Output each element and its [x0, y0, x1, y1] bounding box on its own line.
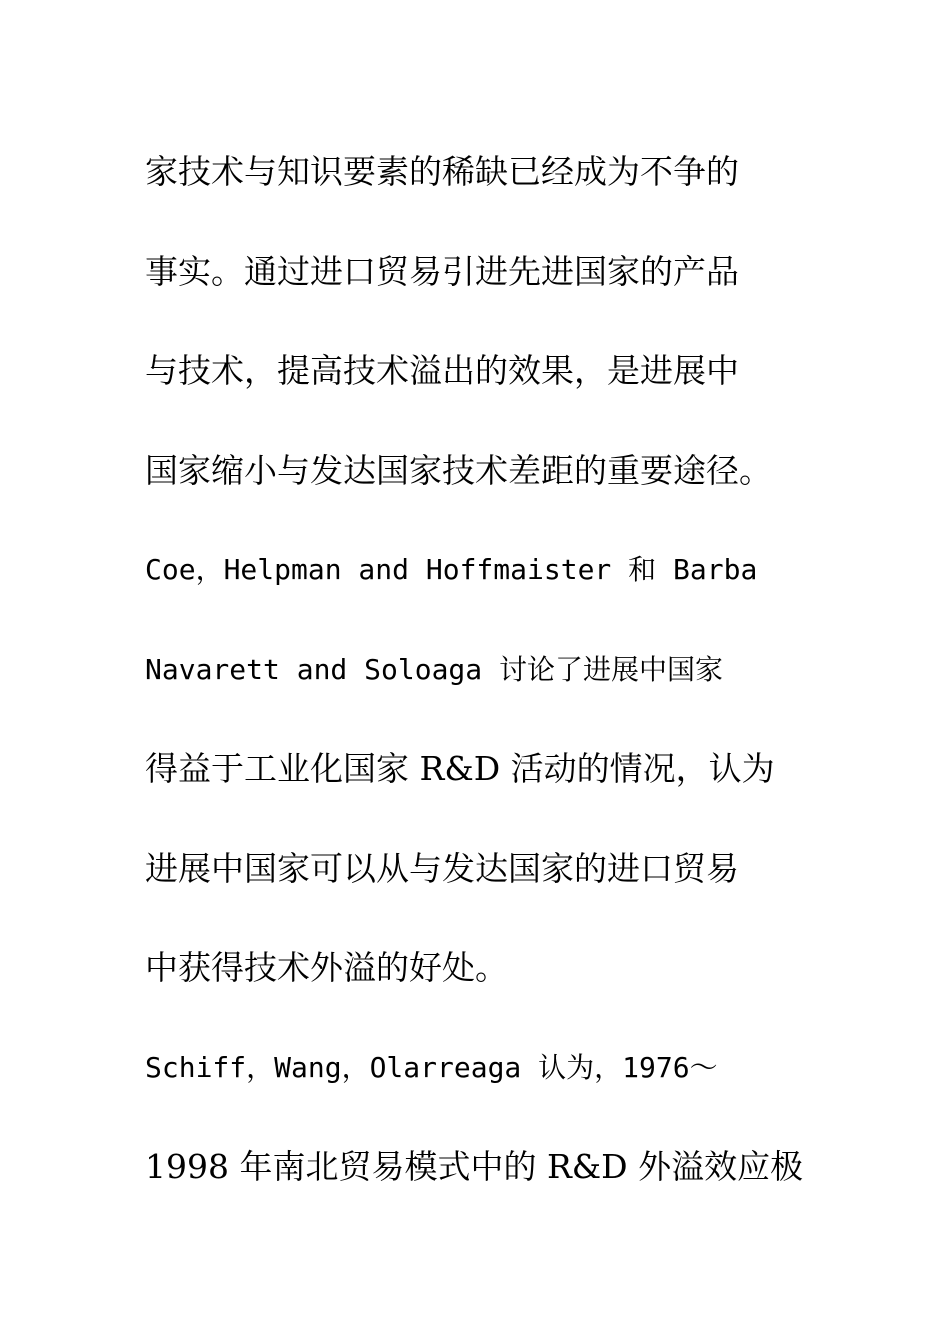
text-line-2: 事实。通过进口贸易引进先进国家的产品	[145, 251, 739, 291]
text-line-6: Navarett and Soloaga 讨论了进展中国家	[145, 652, 724, 686]
text-line-9: 中获得技术外溢的好处。	[145, 948, 508, 987]
text-line-1: 家技术与知识要素的稀缺已经成为不争的	[145, 152, 739, 191]
text-line-3: 与技术，提高技术溢出的效果，是进展中	[145, 351, 739, 390]
text-line-4: 国家缩小与发达国家技术差距的重要途径。	[145, 450, 772, 490]
text-line-11: 1998 年南北贸易模式中的 R&D 外溢效应极	[145, 1147, 804, 1186]
text-line-7: 得益于工业化国家 R&D 活动的情况，认为	[145, 749, 775, 788]
text-line-5: Coe，Helpman and Hoffmaister 和 Barba	[145, 553, 758, 586]
text-line-10: Schiff，Wang，Olarreaga 认为，1976～	[145, 1050, 718, 1084]
body-text	[145, 122, 845, 1217]
text-line-8: 进展中国家可以从与发达国家的进口贸易	[145, 848, 739, 888]
